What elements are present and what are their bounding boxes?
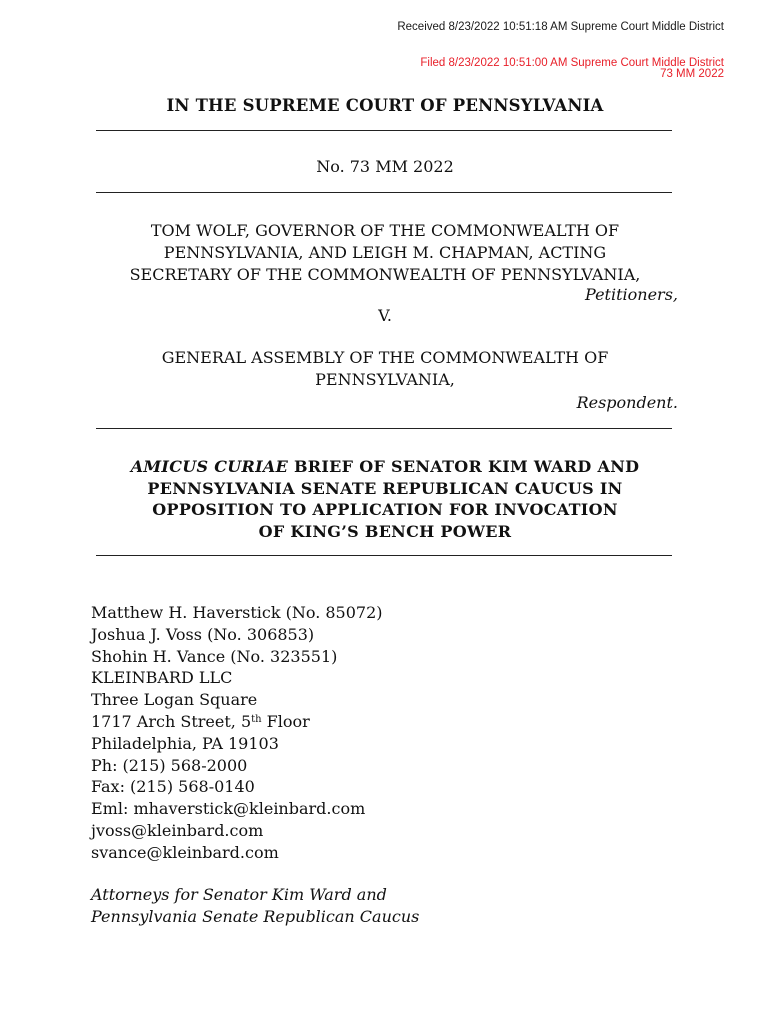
divider-rule: [96, 555, 672, 556]
respondent-role: Respondent.: [576, 393, 678, 412]
counsel-block: [91, 602, 383, 864]
received-stamp-text: Received 8/23/2022 10:51:18 AM Supreme Court Middle District: [397, 21, 724, 33]
brief-title: [0, 456, 770, 542]
firm-name: KLEINBARD LLC: [91, 668, 233, 688]
versus-label: V.: [378, 306, 392, 325]
brief-title-line: PENNSYLVANIA SENATE REPUBLICAN CAUCUS IN: [147, 478, 623, 498]
petitioners-block: [0, 220, 770, 286]
divider-rule: [96, 428, 672, 429]
filed-stamp-docket: 73 MM 2022: [660, 68, 724, 80]
attorney-name: Shohin H. Vance (No. 323551): [91, 646, 338, 666]
petitioners-line: PENNSYLVANIA, AND LEIGH M. CHAPMAN, ACTING: [163, 243, 607, 262]
address-line: 1717 Arch Street, 5th Floor: [91, 711, 310, 731]
court-title: IN THE SUPREME COURT OF PENNSYLVANIA: [166, 96, 604, 115]
brief-title-rest: BRIEF OF SENATOR KIM WARD AND: [288, 457, 640, 476]
respondent-line: PENNSYLVANIA,: [315, 370, 455, 389]
brief-title-line: OPPOSITION TO APPLICATION FOR INVOCATION: [152, 500, 618, 519]
email-line: jvoss@kleinbard.com: [91, 820, 264, 840]
filed-stamp: [420, 58, 724, 80]
email-line: Eml: mhaverstick@kleinbard.com: [91, 799, 366, 819]
brief-title-line: OF KING’S BENCH POWER: [258, 521, 512, 541]
petitioners-line: TOM WOLF, GOVERNOR OF THE COMMONWEALTH OF: [150, 221, 620, 240]
respondent-line: GENERAL ASSEMBLY OF THE COMMONWEALTH OF: [161, 348, 609, 367]
brief-title-line: [0, 456, 770, 478]
received-stamp: [397, 22, 724, 33]
city-line: Philadelphia, PA 19103: [91, 733, 279, 753]
respondent-block: [0, 347, 770, 391]
attorneys-for-line: Pennsylvania Senate Republican Caucus: [91, 906, 420, 926]
divider-rule: [96, 130, 672, 131]
phone-line: Ph: (215) 568-2000: [91, 755, 248, 775]
docket-number: No. 73 MM 2022: [316, 157, 454, 176]
amicus-curiae-label: AMICUS CURIAE: [130, 457, 289, 476]
attorney-name: Joshua J. Voss (No. 306853): [91, 624, 315, 644]
attorney-name: Matthew H. Haverstick (No. 85072): [91, 603, 383, 622]
divider-rule: [96, 192, 672, 193]
attorneys-for-line: Attorneys for Senator Kim Ward and: [91, 885, 387, 904]
address-line: Three Logan Square: [91, 690, 258, 710]
petitioners-line: SECRETARY OF THE COMMONWEALTH OF PENNSYLVANIA,: [129, 265, 641, 284]
fax-line: Fax: (215) 568-0140: [91, 777, 255, 797]
filed-stamp-line: Filed 8/23/2022 10:51:00 AM Supreme Court Middle District: [420, 57, 724, 69]
email-line: svance@kleinbard.com: [91, 842, 279, 862]
attorneys-for-block: [91, 884, 419, 928]
petitioners-role: Petitioners,: [585, 285, 678, 304]
